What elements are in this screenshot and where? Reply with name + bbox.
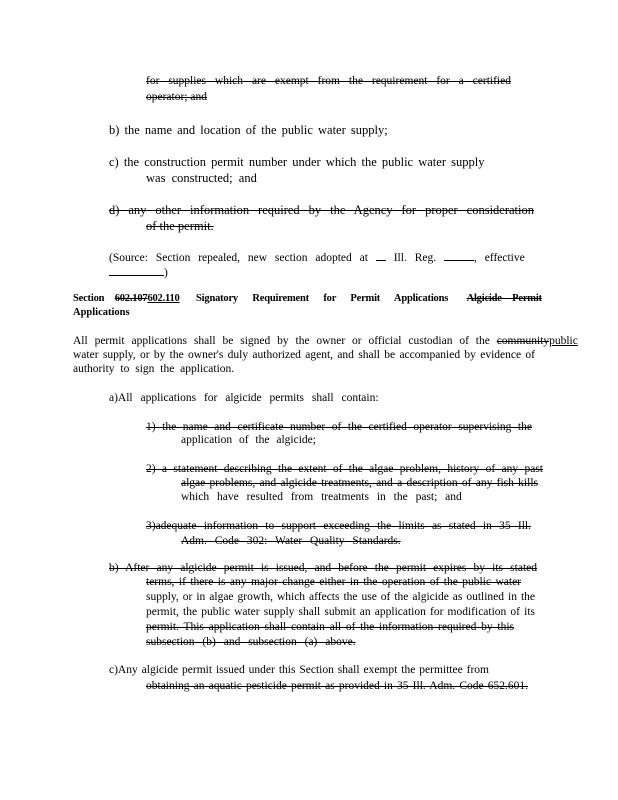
source-note-effective: , effective (473, 252, 525, 264)
source-note-close: ) (164, 267, 168, 279)
algicide-item-3-line-2: Adm. Code 302: Water Quality Standards. (181, 535, 401, 547)
modification-line-3: supply, or in algae growth, which affects the use of the algicide as outlined in the (146, 591, 535, 603)
item-d-line-1: d) any other information required by the Agency for proper consideration (109, 203, 534, 217)
section-number-old: 602.107 (114, 293, 148, 304)
modification-line-4: permit, the public water supply shall submit an application for modification of its (146, 606, 535, 618)
algicide-item-1-line-1: 1) the name and certificate number of the certified operator supervising the (146, 421, 532, 433)
algicide-a-line: a)All applications for algicide permits shall contain: (109, 392, 379, 404)
algicide-item-2-line-1: 2) a statement describing the extent of the algae problem, history of any past (146, 463, 543, 475)
carryover-line-2: operator; and (146, 91, 207, 103)
modification-line-1: b) After any algicide permit is issued, and before the permit expires by its stated (109, 562, 537, 574)
source-note-prefix: (Source: Section repealed, new section adopted at (109, 252, 368, 264)
source-page-blank (444, 249, 474, 261)
source-note-line-2 (109, 264, 168, 280)
section-number-new: 602.110 (147, 293, 180, 304)
algicide-item-3-line-1: 3)adequate information to support exceeding the limits as stated in 35 Ill. (146, 520, 531, 532)
modification-line-5: permit. This application shall contain all of the information required by this (146, 621, 514, 633)
carryover-line-1: for supplies which are exempt from the requirement for a certified (146, 75, 511, 87)
item-c-line-2: was constructed; and (146, 171, 257, 185)
intro-line-3: authority to sign the application. (73, 363, 235, 375)
intro-inserted-word: public (549, 335, 578, 347)
intro-line-1 (73, 334, 578, 348)
section-label: Section (73, 293, 105, 304)
item-b-line-1: b) the name and location of the public water supply; (109, 123, 388, 137)
source-date-blank (109, 264, 164, 276)
section-heading-line-2: Applications (73, 307, 130, 318)
source-note-reg: Ill. Reg. (393, 252, 437, 264)
item-c-line-1: c) the construction permit number under which the public water supply (109, 155, 485, 169)
algicide-item-2-line-3: which have resulted from treatments in the past; and (181, 491, 462, 503)
item-d-line-2: of the permit. (146, 219, 214, 233)
source-note-line-1 (109, 249, 525, 265)
exemption-line-2: obtaining an aquatic pesticide permit as provided in 35 Ill. Adm. Code 652.601. (146, 680, 528, 692)
algicide-item-1-line-2: application of the algicide; (181, 434, 316, 446)
section-title-struck: Algicide Permit (466, 293, 542, 304)
modification-line-2: terms, if there is any major change either in the operation of the public water (146, 576, 521, 588)
source-volume-blank (376, 249, 386, 261)
algicide-item-2-line-2: algae problems, and algicide treatments, and a description of any fish kills (181, 477, 538, 489)
section-title: Signatory Requirement for Permit Applications (196, 293, 449, 304)
intro-struck-word: community (496, 335, 550, 347)
modification-line-6: subsection (b) and subsection (a) above. (146, 636, 356, 648)
section-heading (73, 292, 542, 306)
intro-line-2: water supply, or by the owner's duly authorized agent, and shall be accompanied by evidence of (73, 349, 535, 361)
intro-line-1-text: All permit applications shall be signed by the owner or official custodian of the (73, 335, 490, 347)
exemption-line-1: c)Any algicide permit issued under this Section shall exempt the permittee from (109, 664, 489, 676)
